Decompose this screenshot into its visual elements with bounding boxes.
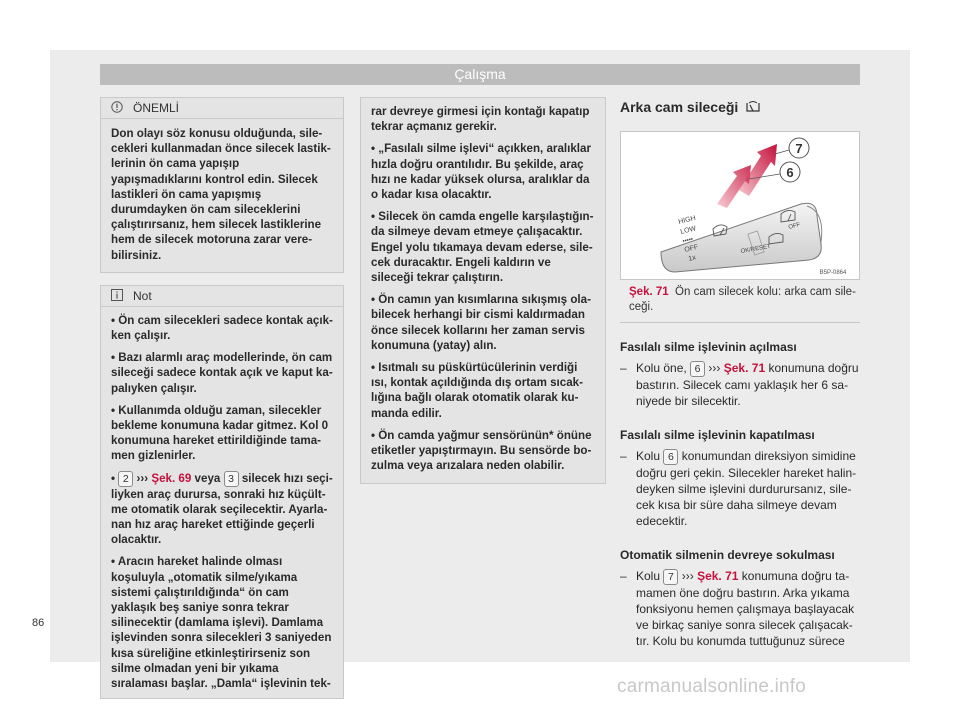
stalk-label-1x: 1x bbox=[687, 254, 697, 263]
note-label: Not bbox=[133, 288, 152, 303]
note-continued-text bbox=[361, 98, 605, 483]
note-item: • Ön camın yan kısımlarına sıkışmış olabilecek herhangi bir cismi kaldırmadan önce silecek kollarını her zaman servis konumuna (yatay) alın. bbox=[371, 293, 591, 352]
stalk-label-off2: OFF bbox=[787, 221, 802, 231]
warning-header bbox=[101, 98, 343, 119]
warning-circle-icon bbox=[111, 101, 123, 113]
instruction-step: – Kolu öne, 6 ››› Şek. 71 konumuna doğru bastırın. Silecek camı yaklaşık her 6 saniyede bir silecektir. bbox=[620, 361, 859, 408]
wiper-stalk-illustration bbox=[621, 132, 859, 279]
figure-wiper-stalk bbox=[620, 131, 860, 280]
instruction-step: – Kolu 6 konumundan direksiyon simidine doğru geri çekin. Silecekler hareket halindeyken silme işlevini durdurursanız, silecek kısa bir süre daha silmeye devam edecektir. bbox=[620, 449, 857, 528]
position-number: 7 bbox=[663, 569, 678, 585]
ref-arrows: ››› bbox=[681, 569, 694, 583]
figure-reference-link[interactable]: Şek. 69 bbox=[151, 471, 192, 485]
ref-arrows: ››› bbox=[136, 471, 149, 485]
note-item: • 2 ››› Şek. 69 veya 3 silecek hızı seçiliyken araç durursa, sonraki hız küçültme otomatik olarak seçilecektir. Ayarlanan hız araç hareket ettiğinde geçerli olacaktır. bbox=[111, 471, 333, 547]
subheading: Fasılalı silme işlevinin açılması bbox=[620, 340, 797, 354]
note-item: • „Fasılalı silme işlevi“ açıkken, aralıklar hızla doğru orantılıdır. Bu şekilde, araç hızı ne kadar yüksek olursa, aralıklar da o kadar kısa olacaktır. bbox=[371, 142, 591, 202]
figure-number: Şek. 71 bbox=[629, 286, 669, 298]
note-item: • Aracın hareket halinde olması koşuluyla „otomatik silme/yıkama sistemi çalıştırıldığında“ ön cam yaklaşık beş saniye sonra tekrar silinecektir (damlama işlevi). Damlama işlevinden sonra silecekleri 3 saniyeden kısa süreliğine etkinleştirirseniz son silme olmadan yeni bir yıkama sıralaması başlar. „Damla“ işlevinin tek- bbox=[111, 555, 332, 691]
figure-reference-link[interactable]: Şek. 71 bbox=[697, 569, 739, 583]
figure-caption: Şek. 71 Ön cam silecek kolu: arka cam sileceği. bbox=[620, 285, 860, 323]
subheading: Fasılalı silme işlevinin kapatılması bbox=[620, 428, 815, 442]
stalk-label-high: HIGH bbox=[677, 214, 697, 226]
callout-6-label: 6 bbox=[786, 165, 794, 180]
rear-wiper-icon bbox=[745, 100, 761, 114]
callout-7-label: 7 bbox=[795, 141, 803, 156]
section-title: Arka cam sileceği bbox=[620, 97, 860, 121]
note-item: • Ön cam silecekleri sadece kontak açıkken çalışır. bbox=[111, 313, 333, 343]
info-icon bbox=[111, 289, 123, 301]
figure-reference-link[interactable]: Şek. 71 bbox=[723, 361, 766, 375]
note-item: • Silecek ön camda engelle karşılaştığında silmeye devam etmeye çalışacaktır. Engel yolu tıkamaya devam ederse, silecek duracaktır. Engeli kaldırın ve sileceği tekrar çalıştırın. bbox=[371, 210, 594, 285]
column-left bbox=[100, 97, 344, 699]
warning-text: Don olayı söz konusu olduğunda, silecekleri kullanmadan önce silecek lastiklerinin ön cama yapışıp yapışmadıklarını kontrol edin. Silecek lastikleri ön cama yapışmış durumdayken ön cam sileceklerini çalıştırırsanız, hem silecek lastiklerine hem de silecek motoruna zarar verebilirsiniz. bbox=[111, 127, 331, 262]
note-box bbox=[100, 285, 344, 699]
watermark: carmanualsonline.info bbox=[617, 676, 807, 697]
ref-arrows: ››› bbox=[708, 361, 721, 375]
note-paragraph: rar devreye girmesi için kontağı kapatıp tekrar açmanız gerekir. bbox=[371, 105, 590, 134]
subheading: Otomatik silmenin devreye sokulması bbox=[620, 548, 835, 562]
instruction-step: – Kolu 7 ››› Şek. 71 konumuna doğru tamamen öne doğru bastırın. Arka yıkama fonksiyonu hemen çalışmaya başlayacak ve birkaç saniye sonra silecek çalışacaktır. Kolu bu konumda tuttuğunuz sürece bbox=[620, 569, 855, 648]
warning-label: ÖNEMLİ bbox=[133, 101, 180, 115]
figure-code: B5P-0864 bbox=[819, 270, 847, 276]
note-box-continued bbox=[360, 97, 606, 484]
note-item: • Bazı alarmlı araç modellerinde, ön cam sileceği sadece kontak açık ve kaput kapalıyken çalışır. bbox=[111, 351, 333, 395]
position-number: 6 bbox=[663, 449, 678, 465]
column-right bbox=[620, 97, 860, 649]
chapter-header: Çalışma bbox=[100, 64, 860, 85]
warning-box bbox=[100, 97, 344, 273]
stalk-label-low: LOW bbox=[679, 225, 697, 236]
stalk-label-dots: ▪▪▪▪▪ bbox=[682, 236, 694, 245]
page-number: 86 bbox=[32, 617, 45, 629]
note-item: • Kullanımda olduğu zaman, silecekler bekleme konumuna kadar gitmez. Kol 0 konumuna hareket ettirildiğinde tamamen gizlenirler. bbox=[111, 403, 329, 463]
instructions bbox=[620, 339, 860, 649]
note-header bbox=[101, 286, 343, 307]
note-item: • Isıtmalı su püskürtücülerinin verdiği ısı, kontak açıldığında dış ortam sıcaklığına bağlı olarak otomatik olarak kumanda edilir. bbox=[371, 361, 583, 420]
position-number: 3 bbox=[224, 471, 239, 487]
stalk-label-okreset: OK/RESET bbox=[740, 243, 772, 255]
position-number: 2 bbox=[118, 471, 133, 487]
note-list bbox=[101, 307, 343, 698]
position-number: 6 bbox=[690, 361, 705, 377]
note-item: • Ön camda yağmur sensörünün* önüne etiketler yapıştırmayın. Bu sensörde bozulma veya arızalara neden olabilir. bbox=[371, 428, 592, 473]
stalk-label-off: OFF bbox=[683, 243, 700, 254]
